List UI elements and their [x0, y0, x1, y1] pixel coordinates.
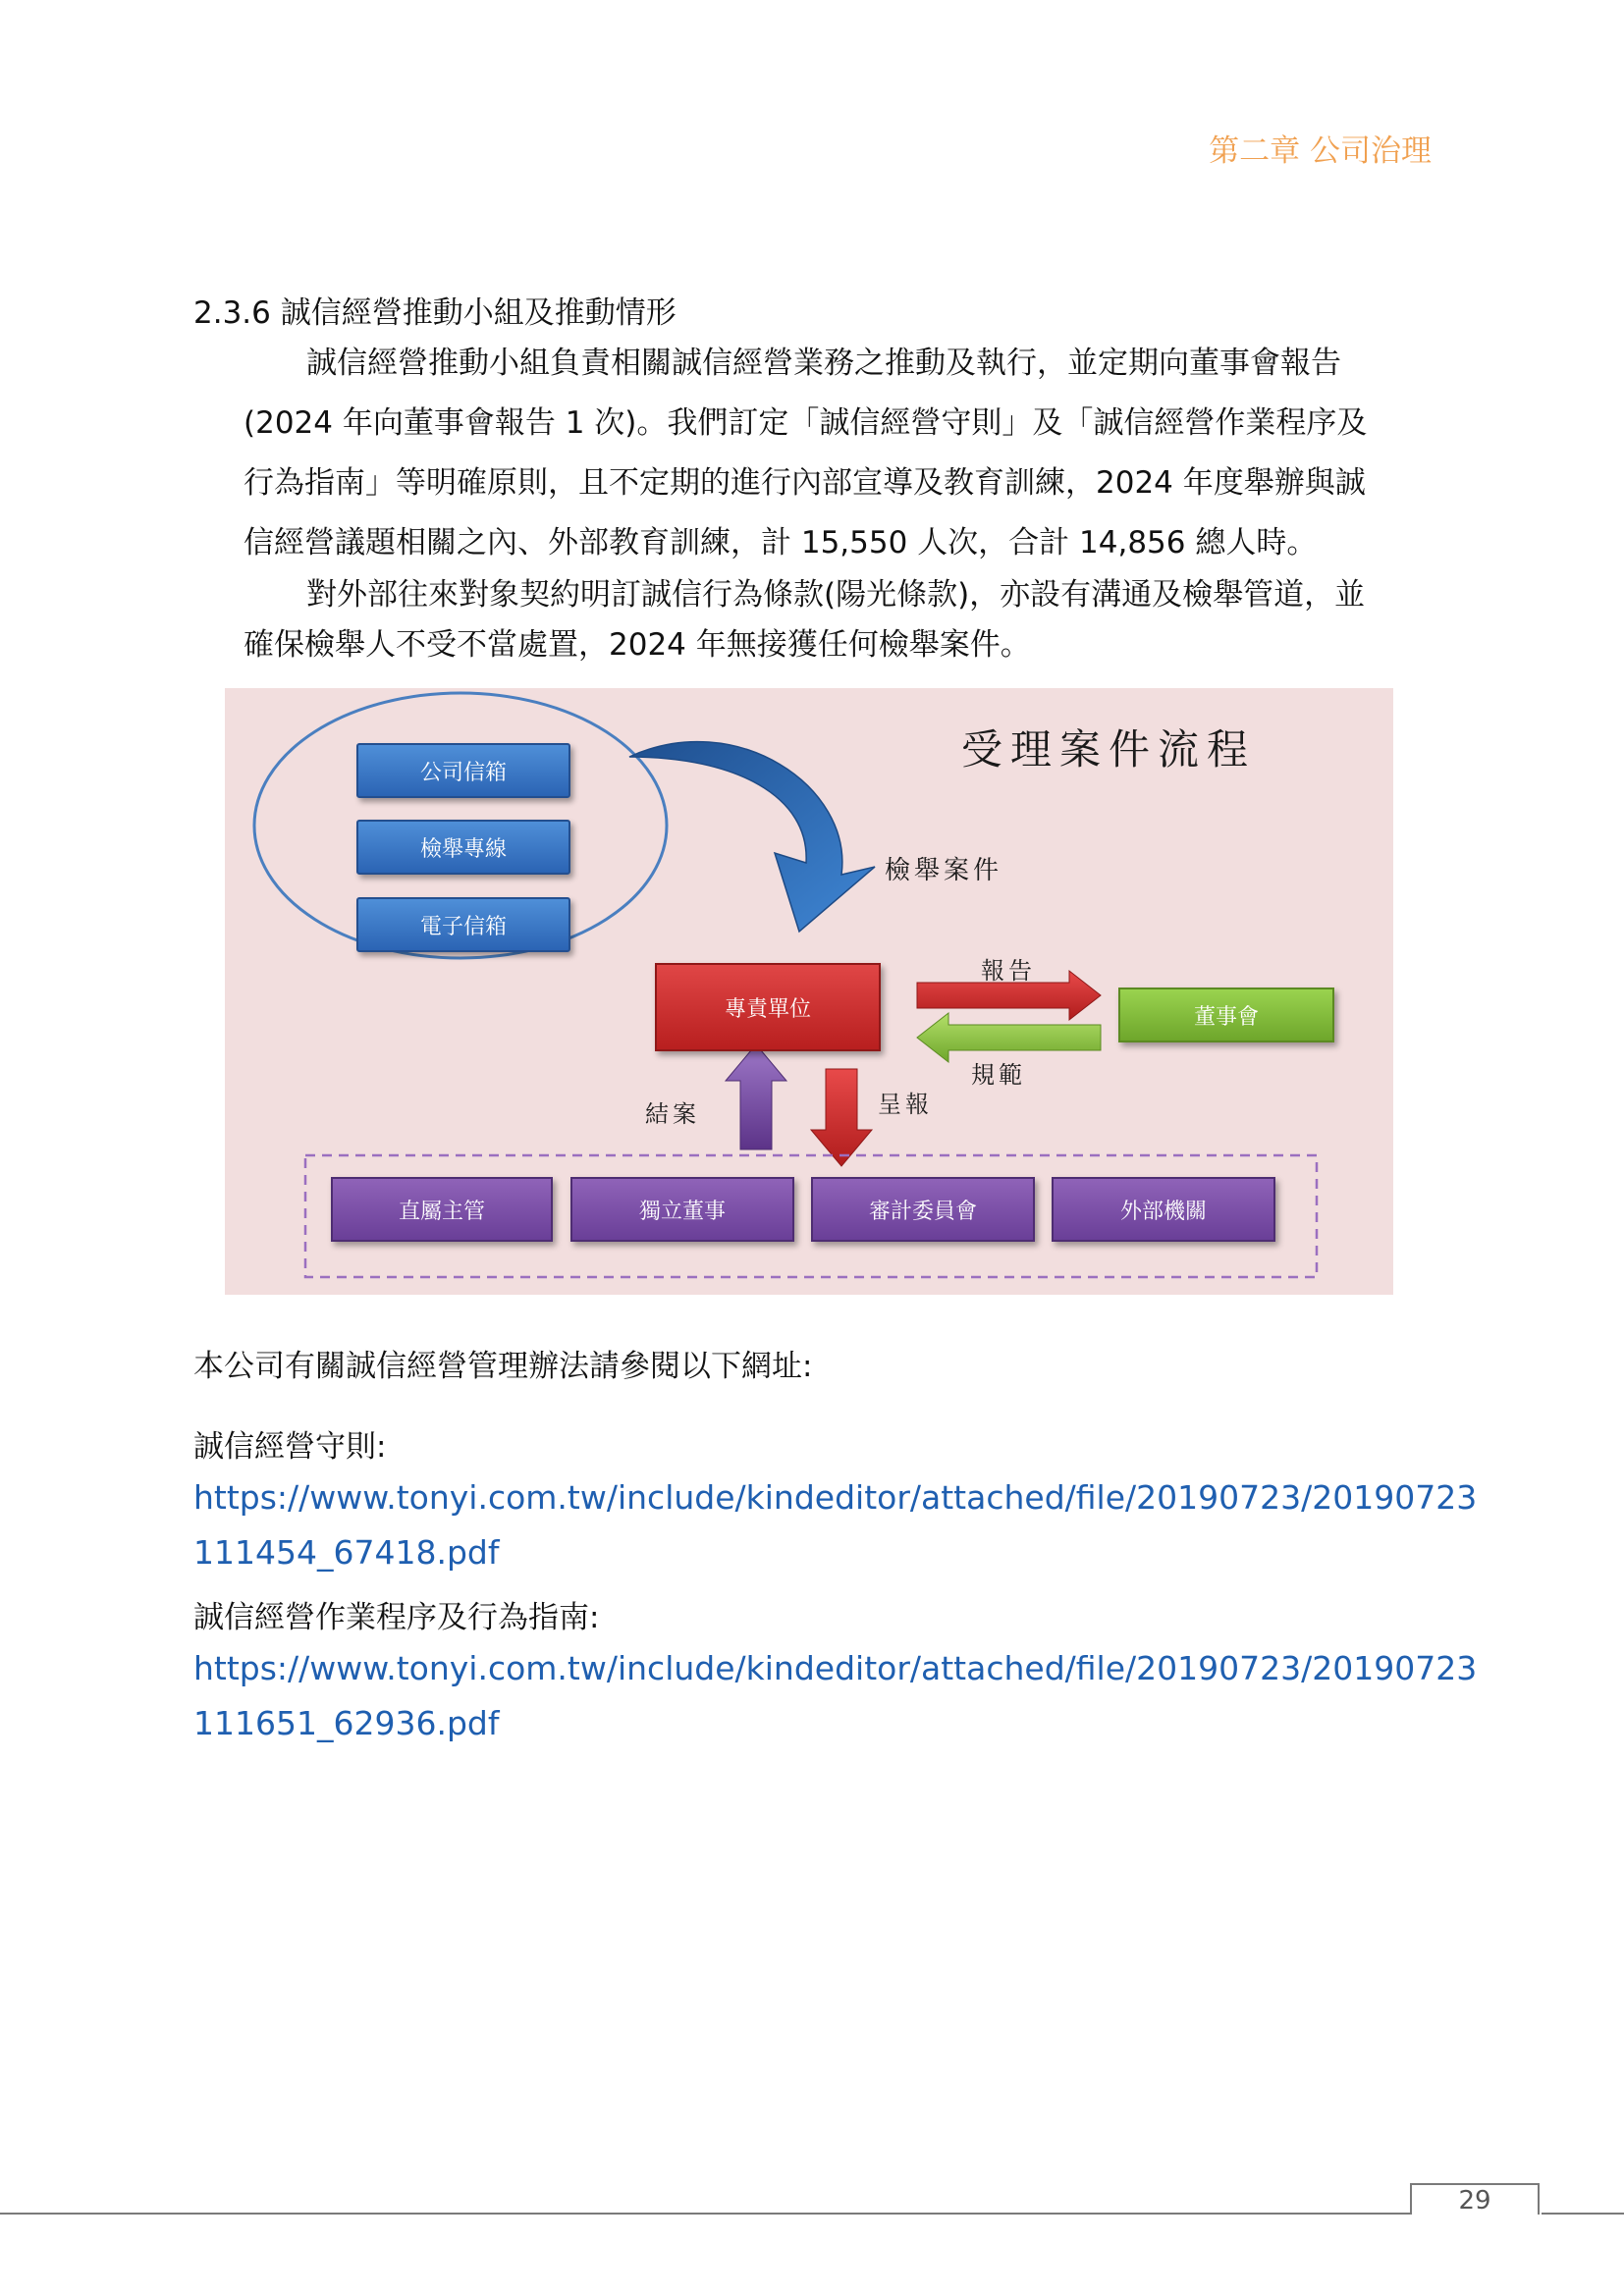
board-box: 董事會 — [1118, 988, 1334, 1042]
norm-label: 規範 — [971, 1061, 1026, 1089]
chapter-header: 第二章 公司治理 — [1209, 133, 1432, 169]
complaint-flow-diagram — [225, 688, 1393, 1295]
close-arrow — [726, 1044, 786, 1149]
refs-intro: 本公司有關誠信經營管理辦法請參閱以下網址: — [193, 1349, 813, 1384]
para-line-5: 對外部往來對象契約明訂誠信行為條款(陽光條款)，亦設有溝通及檢舉管道，並 — [306, 577, 1366, 613]
para-line-2: (2024 年向董事會報告 1 次)。我們訂定「誠信經營守則」及「誠信經營作業程序及 — [244, 405, 1368, 441]
para-line-6: 確保檢舉人不受不當處置，2024 年無接獲任何檢舉案件。 — [244, 627, 1031, 663]
unit-external-agency: 外部機關 — [1052, 1177, 1275, 1242]
report-label: 報告 — [981, 957, 1036, 985]
channel-company-mailbox: 公司信箱 — [356, 743, 570, 798]
submit-arrow — [811, 1069, 872, 1166]
unit-direct-supervisor: 直屬主管 — [331, 1177, 553, 1242]
channel-email: 電子信箱 — [356, 897, 570, 952]
diagram-title: 受理案件流程 — [961, 725, 1257, 774]
submit-label: 呈報 — [878, 1091, 933, 1118]
guide-link-line-1[interactable]: https://www.tonyi.com.tw/include/kindeditor/attached/file/20190723/20190723 — [193, 1649, 1478, 1687]
footer-rule-right — [1542, 2213, 1624, 2215]
rule-link-line-1[interactable]: https://www.tonyi.com.tw/include/kindeditor/attached/file/20190723/20190723 — [193, 1478, 1478, 1517]
rule-link-line-2[interactable]: 111454_67418.pdf — [193, 1533, 500, 1572]
guide-label: 誠信經營作業程序及行為指南: — [193, 1600, 600, 1635]
footer-rule-left — [0, 2213, 1416, 2215]
guide-link-line-2[interactable]: 111651_62936.pdf — [193, 1704, 500, 1742]
close-label: 結案 — [645, 1100, 700, 1128]
page-number: 29 — [1458, 2186, 1491, 2216]
responsible-unit-box: 專責單位 — [655, 963, 881, 1051]
section-title: 2.3.6 誠信經營推動小組及推動情形 — [193, 295, 677, 331]
channel-hotline: 檢舉專線 — [356, 820, 570, 875]
para-line-1: 誠信經營推動小組負責相關誠信經營業務之推動及執行，並定期向董事會報告 — [306, 346, 1341, 381]
para-line-3: 行為指南」等明確原則，且不定期的進行內部宣導及教育訓練，2024 年度舉辦與誠 — [244, 465, 1366, 501]
unit-audit-committee: 審計委員會 — [811, 1177, 1035, 1242]
report-case-label: 檢舉案件 — [885, 856, 1003, 885]
rule-label: 誠信經營守則: — [193, 1429, 387, 1465]
unit-independent-director: 獨立董事 — [570, 1177, 794, 1242]
para-line-4: 信經營議題相關之內、外部教育訓練，計 15,550 人次，合計 14,856 總人時。 — [244, 525, 1318, 561]
